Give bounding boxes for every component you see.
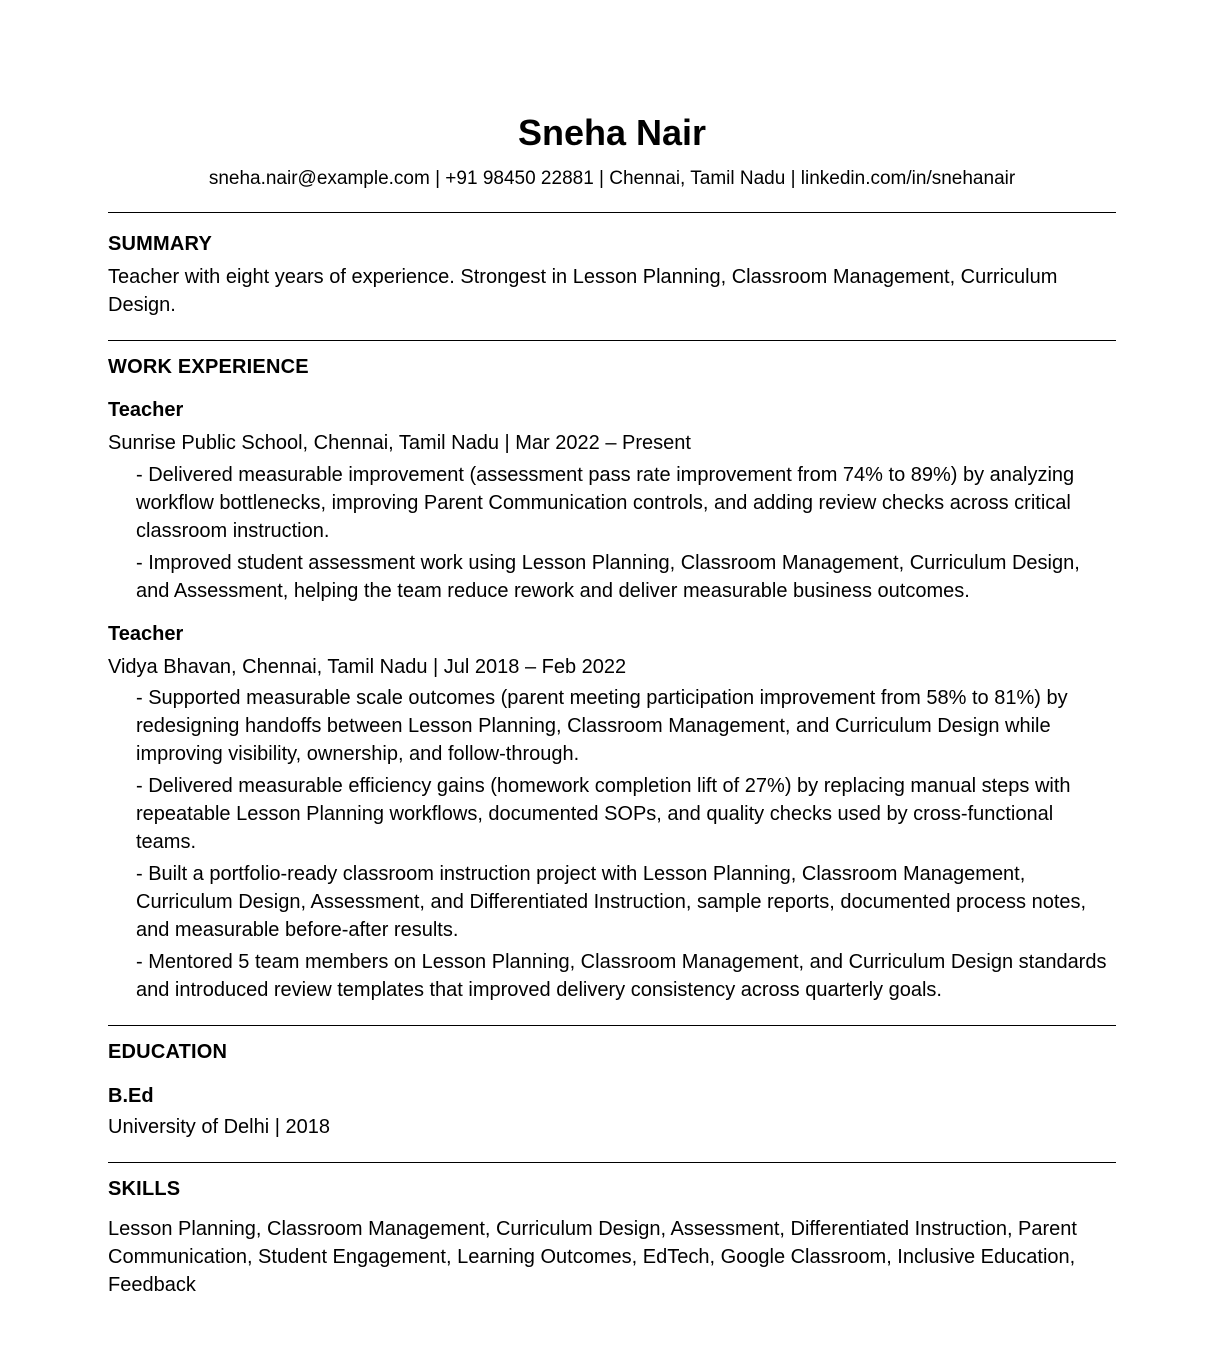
summary-heading: SUMMARY (108, 233, 212, 255)
job-bullet: - Supported measurable scale outcomes (parent meeting participation improvement from 58% to 81%) by redesigning handoffs between Lesson Planning, Classroom Management, and Curriculum Design while improving visibility, ownership, and follow-through. (136, 687, 1068, 765)
divider (108, 340, 1116, 341)
skills-heading: SKILLS (108, 1178, 181, 1200)
job-bullet: - Improved student assessment work using Lesson Planning, Classroom Management, Curriculum Design, and Assessment, helping the team reduce rework and deliver measurable business outcomes. (136, 552, 1080, 602)
job-bullet: - Mentored 5 team members on Lesson Planning, Classroom Management, and Curriculum Design standards and introduced review templates that improved delivery consistency across quarterly goals. (136, 951, 1107, 1001)
job-bullet: - Built a portfolio-ready classroom instruction project with Lesson Planning, Classroom Management, Curriculum Design, Assessment, and Differentiated Instruction, sample reports, documented process notes, and measurable before-after results. (136, 863, 1087, 941)
degree: B.Ed (108, 1085, 154, 1107)
skills-text: Lesson Planning, Classroom Management, Curriculum Design, Assessment, Differentiated Instruction, Parent Communication, Student Engagement, Learning Outcomes, EdTech, Google Classroom, Inclusive Education, Feedback (108, 1218, 1077, 1296)
education-heading: EDUCATION (108, 1041, 228, 1063)
candidate-name: Sneha Nair (517, 112, 707, 153)
resume-page (0, 0, 1224, 189)
contact-line: sneha.nair@example.com | +91 98450 22881 | Chennai, Tamil Nadu | linkedin.com/in/snehanair (208, 168, 1016, 189)
job-bullet: - Delivered measurable efficiency gains (homework completion lift of 27%) by replacing manual steps with repeatable Lesson Planning workflows, documented SOPs, and quality checks used by cross-functional teams. (136, 775, 1071, 853)
work-experience-heading: WORK EXPERIENCE (108, 356, 309, 378)
divider (108, 212, 1116, 213)
divider (108, 1162, 1116, 1163)
job-meta: Vidya Bhavan, Chennai, Tamil Nadu | Jul 2018 – Feb 2022 (108, 656, 627, 678)
divider (108, 1025, 1116, 1026)
job-title: Teacher (108, 399, 184, 421)
job-bullet: - Delivered measurable improvement (assessment pass rate improvement from 74% to 89%) by analyzing workflow bottlenecks, improving Parent Communication controls, and adding review checks across critical classroom instruction. (136, 464, 1075, 542)
education-detail: University of Delhi | 2018 (108, 1116, 330, 1138)
summary-text: Teacher with eight years of experience. Strongest in Lesson Planning, Classroom Management, Curriculum Design. (108, 266, 1058, 316)
job-meta: Sunrise Public School, Chennai, Tamil Nadu | Mar 2022 – Present (108, 432, 691, 454)
job-title: Teacher (108, 623, 184, 645)
